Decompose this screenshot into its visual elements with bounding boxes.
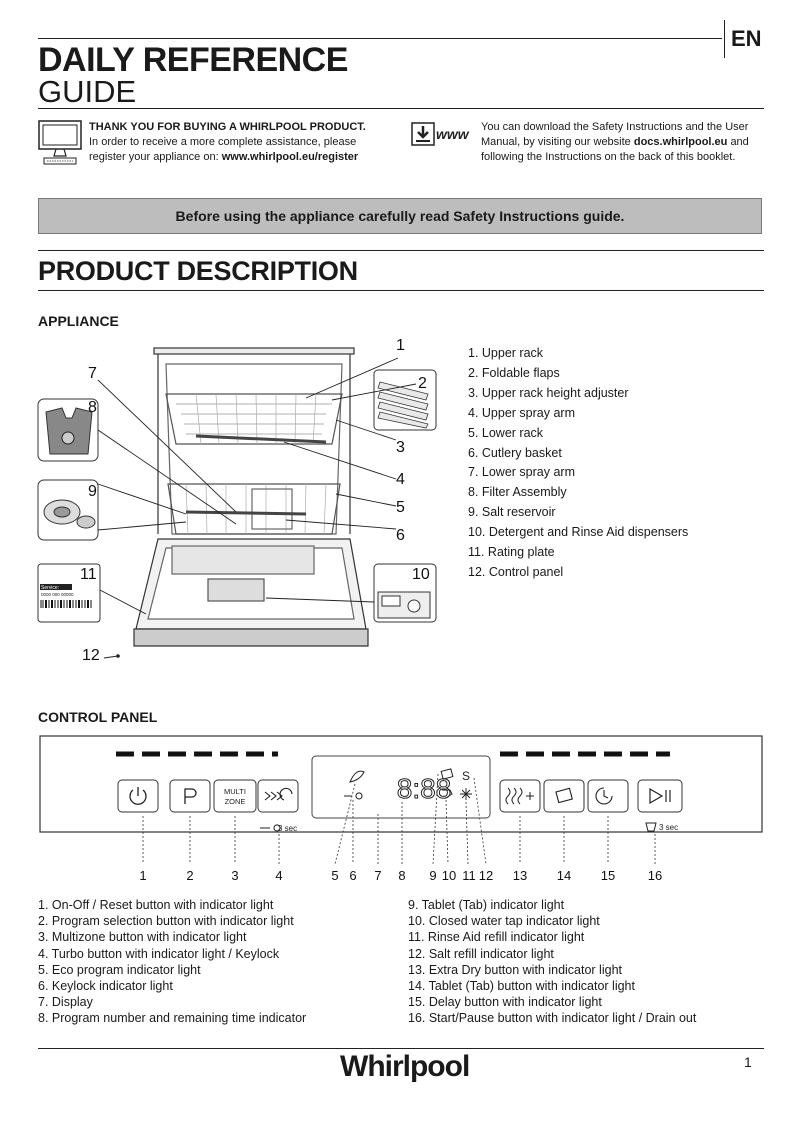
legend-item: 8. Program number and remaining time indicator <box>38 1011 307 1026</box>
legend-item: 10. Closed water tap indicator light <box>408 914 600 929</box>
callout-10: 10 <box>412 566 430 583</box>
download-link[interactable]: docs.whirlpool.eu <box>633 136 728 148</box>
safety-banner: Before using the appliance carefully read Safety Instructions guide. <box>38 198 762 234</box>
control-panel-diagram <box>38 734 764 890</box>
panel-number-3: 3 <box>231 868 239 883</box>
legend-item: 4. Turbo button with indicator light / Keylock <box>38 946 280 961</box>
callout-6: 6 <box>396 527 405 544</box>
panel-number-10: 10 <box>441 868 457 883</box>
download-line3: following the Instructions on the back of this booklet. <box>481 151 736 163</box>
legend-item: 7. Display <box>38 995 93 1010</box>
control-panel-heading: CONTROL PANEL <box>38 709 158 725</box>
part-item: 10. Detergent and Rinse Aid dispensers <box>468 525 689 540</box>
register-link[interactable]: www.whirlpool.eu/register <box>221 151 359 163</box>
www-label: www <box>436 126 469 142</box>
part-item: 4. Upper spray arm <box>468 405 575 420</box>
callout-8: 8 <box>88 399 97 416</box>
section-rule-bottom <box>38 290 764 291</box>
intro-left <box>89 120 389 165</box>
three-sec-left: 3 sec <box>278 824 298 833</box>
panel-number-13: 13 <box>512 868 528 883</box>
legend-item: 12. Salt refill indicator light <box>408 946 554 961</box>
footer-rule <box>38 1048 764 1049</box>
panel-number-7: 7 <box>374 868 382 883</box>
panel-numbers <box>139 868 662 883</box>
part-item: 6. Cutlery basket <box>468 445 562 460</box>
legend-item: 15. Delay button with indicator light <box>408 995 602 1010</box>
multizone-label-2: ZONE <box>224 797 246 806</box>
part-item: 2. Foldable flaps <box>468 365 560 380</box>
whirlpool-logo: Whirlpool <box>340 1050 470 1083</box>
control-legend-right <box>408 897 696 1027</box>
legend-item: 14. Tablet (Tab) button with indicator light <box>408 979 635 994</box>
tablet-button[interactable] <box>544 780 584 812</box>
panel-number-4: 4 <box>275 868 283 883</box>
callout-5: 5 <box>396 499 405 516</box>
page-title-line1: DAILY REFERENCE <box>38 41 348 79</box>
panel-number-15: 15 <box>600 868 616 883</box>
download-line2-suffix: and <box>730 136 749 148</box>
appliance-heading: APPLIANCE <box>38 313 119 329</box>
legend-item: 9. Tablet (Tab) indicator light <box>408 898 565 912</box>
download-line2-prefix: Manual, by visiting our website <box>481 136 631 148</box>
detergent-cup <box>382 596 400 606</box>
legend-item: 13. Extra Dry button with indicator light <box>408 962 622 977</box>
callout-11: 11 <box>80 566 97 583</box>
section-title: PRODUCT DESCRIPTION <box>38 256 358 286</box>
legend-item: 6. Keylock indicator light <box>38 979 173 994</box>
panel-number-9: 9 <box>429 868 437 883</box>
salt-s-icon: S <box>462 769 471 783</box>
rinse-aid-cap <box>408 600 420 612</box>
appliance-parts-list <box>468 344 688 583</box>
computer-monitor-icon <box>38 120 82 166</box>
section-rule-top <box>38 250 764 251</box>
part-item: 7. Lower spray arm <box>468 465 575 480</box>
filter-knob <box>62 432 74 444</box>
part-item: 12. Control panel <box>468 564 564 579</box>
control-panel-marker <box>116 654 120 658</box>
download-www-icon <box>411 122 475 146</box>
legend-item: 5. Eco program indicator light <box>38 962 201 977</box>
multizone-button[interactable] <box>214 780 256 812</box>
download-line1: You can download the Safety Instructions and the User <box>481 121 749 133</box>
panel-number-5: 5 <box>331 868 339 883</box>
legend-item: 3. Multizone button with indicator light <box>38 930 247 945</box>
startpause-button[interactable] <box>638 780 682 812</box>
appliance-diagram <box>36 334 456 670</box>
rating-plate-code: 0000 000 00000 <box>41 592 74 597</box>
callout-12: 12 <box>82 647 100 664</box>
thanks-text: THANK YOU FOR BUYING A WHIRLPOOL PRODUCT. <box>89 121 366 133</box>
register-prefix: register your appliance on: <box>89 151 219 163</box>
salt-funnel <box>77 516 95 528</box>
panel-number-14: 14 <box>556 868 572 883</box>
title-rule <box>38 108 764 109</box>
page-title-line2: GUIDE <box>38 74 137 109</box>
part-item: 3. Upper rack height adjuster <box>468 385 629 400</box>
language-badge: EN <box>724 20 762 58</box>
part-item: 8. Filter Assembly <box>468 485 567 500</box>
panel-number-8: 8 <box>398 868 406 883</box>
rating-plate-label: Service: <box>41 585 60 591</box>
assist-text: In order to receive a more complete assistance, please <box>89 136 357 148</box>
panel-number-1: 1 <box>139 868 147 883</box>
part-item: 5. Lower rack <box>468 425 544 440</box>
part-item: 1. Upper rack <box>468 346 544 360</box>
program-button[interactable] <box>170 780 210 812</box>
panel-number-11: 11 <box>462 868 476 883</box>
multizone-label-1: MULTI <box>224 787 246 796</box>
page-number: 1 <box>744 1054 752 1070</box>
callout-9: 9 <box>88 483 97 500</box>
salt-cap <box>54 507 70 517</box>
callout-3: 3 <box>396 439 405 456</box>
intro-right <box>481 120 771 165</box>
callout-1: 1 <box>396 337 405 354</box>
turbo-button[interactable] <box>258 780 298 812</box>
panel-number-16: 16 <box>647 868 663 883</box>
legend-item: 16. Start/Pause button with indicator light / Drain out <box>408 1011 697 1026</box>
callout-7: 7 <box>88 365 97 382</box>
legend-item: 2. Program selection button with indicator light <box>38 914 294 929</box>
control-legend-left <box>38 897 306 1027</box>
panel-number-12: 12 <box>478 868 494 883</box>
legend-item: 1. On-Off / Reset button with indicator light <box>38 898 274 912</box>
part-item: 11. Rating plate <box>468 545 555 560</box>
callout-4: 4 <box>396 471 405 488</box>
panel-number-6: 6 <box>349 868 357 883</box>
top-rule <box>38 38 722 39</box>
panel-number-2: 2 <box>186 868 194 883</box>
three-sec-right: 3 sec <box>659 823 679 832</box>
delay-button[interactable] <box>588 780 628 812</box>
callout-2: 2 <box>418 375 427 392</box>
legend-item: 11. Rinse Aid refill indicator light <box>408 930 585 945</box>
part-item: 9. Salt reservoir <box>468 505 556 520</box>
dishwasher-body <box>134 348 368 646</box>
display-digits: 8:88 <box>396 773 452 804</box>
